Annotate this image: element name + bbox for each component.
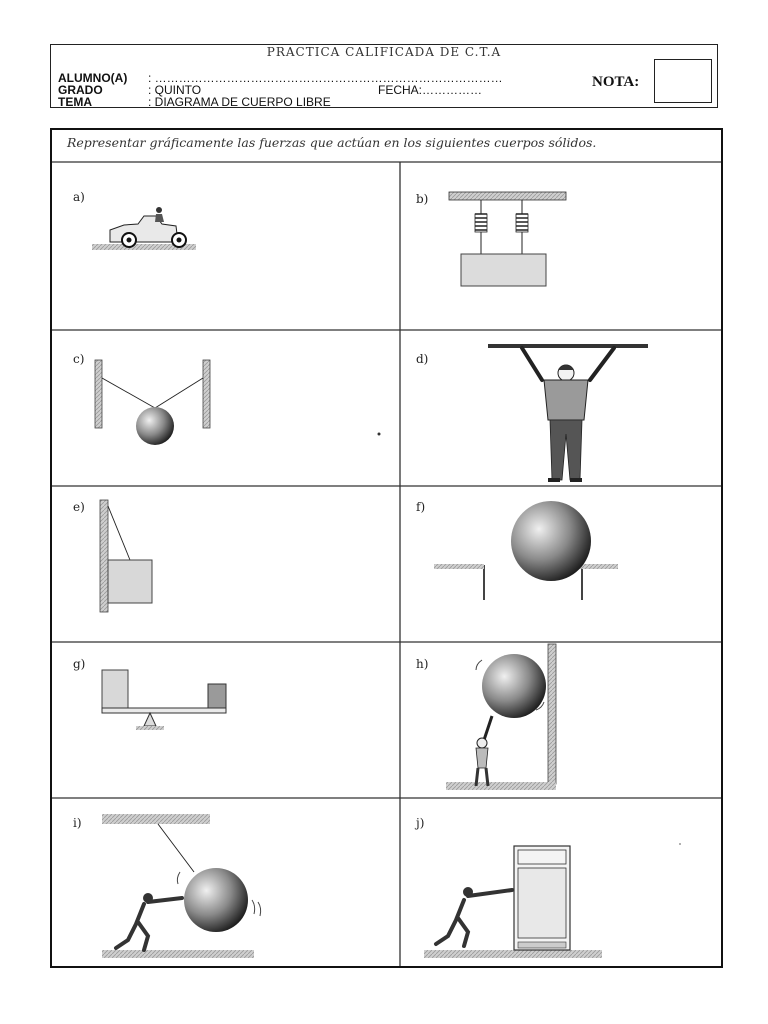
exercise-grid [52, 130, 721, 966]
person-pushing-hanging-ball-icon [102, 814, 261, 958]
grado-value: : QUINTO [148, 83, 202, 97]
person-pushing-cabinet-icon [424, 843, 681, 958]
alumno-value[interactable]: : …………………………………………………………………………… [148, 71, 503, 85]
instruction-text: Representar gráficamente las fuerzas que actúan en los siguientes cuerpos sólidos. [67, 135, 597, 150]
alumno-label: ALUMNO(A) [58, 71, 128, 85]
figure-label-h: h) [416, 657, 429, 671]
nota-box[interactable] [654, 59, 712, 103]
figure-label-j: j) [416, 816, 425, 830]
box-hanging-on-wall-icon [100, 500, 152, 612]
figure-label-f: f) [416, 500, 426, 514]
figure-label-d: d) [416, 352, 429, 366]
ball-hanging-two-ropes-icon [95, 360, 381, 445]
grado-label: GRADO [58, 83, 103, 97]
exercise-box [50, 128, 723, 968]
figure-label-c: c) [73, 352, 85, 366]
figure-label-g: g) [73, 657, 86, 671]
tema-label: TEMA [58, 95, 92, 109]
figure-label-e: e) [73, 500, 85, 514]
figure-label-i: i) [73, 816, 82, 830]
worksheet-title: PRACTICA CALIFICADA DE C.T.A [266, 45, 502, 59]
fecha-field[interactable]: FECHA:…………… [378, 83, 483, 97]
figure-label-a: a) [73, 190, 85, 204]
car-icon [92, 207, 196, 250]
nota-label: NOTA: [592, 74, 640, 90]
person-hanging-from-bar-icon [488, 344, 648, 482]
tema-value: : DIAGRAMA DE CUERPO LIBRE [148, 95, 331, 109]
header-box [50, 44, 718, 108]
block-on-springs-icon [449, 192, 566, 286]
figure-label-b: b) [416, 192, 429, 206]
person-pushing-ball-against-wall-icon [446, 644, 556, 790]
seesaw-icon [102, 670, 226, 730]
ball-on-support-icon [434, 501, 618, 600]
